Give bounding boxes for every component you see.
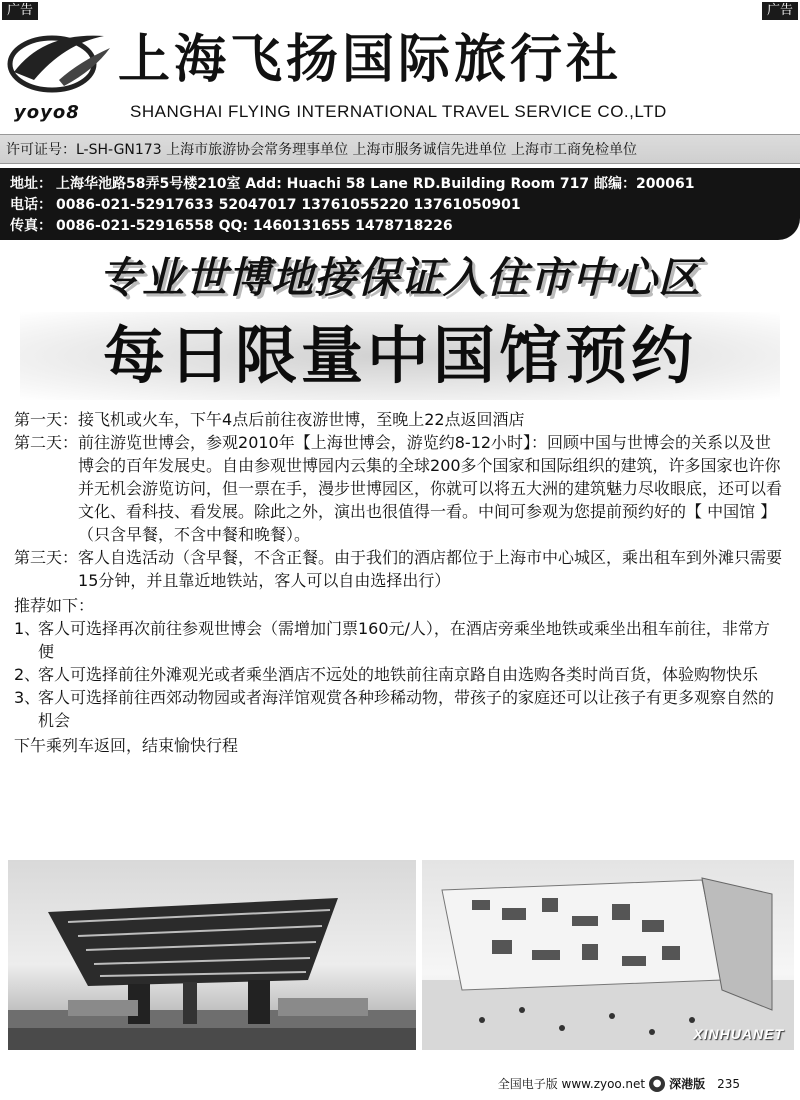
closing-line: 下午乘列车返回，结束愉快行程 xyxy=(14,736,239,755)
logo-wordmark: yoyo8 xyxy=(14,102,80,123)
recommend-title: 推荐如下： xyxy=(14,596,95,615)
day-text: 前往游览世博会，参观2010年【上海世博会，游览约8-12小时】：回顾中国与世博会的关系以及世博会的百年发展史。自由参观世博园内云集的全球200多个国家和国际组织的建筑，许多国家也许你并无机会游览访问，但一票在手，漫步世博园区，你就可以将五大洲的建筑魅力尽收眼底，还可以看文化、看科技、看发展。除此之外，演出也很值得一看。中间可参观为您提前预约好的【 中国馆 】（只含早餐，不含中餐和晚餐）。 xyxy=(78,433,783,544)
company-name-cn: 上海飞扬国际旅行社 xyxy=(118,30,623,90)
footer-edition: 深港版 xyxy=(669,1077,706,1091)
china-pavilion-illustration xyxy=(8,860,416,1050)
ad-tag-left: 广告 xyxy=(2,2,38,20)
day-label: 第三天： xyxy=(14,548,79,567)
headline-primary: 专业世博地接保证入住市中心区 xyxy=(98,253,701,302)
photo-watermark: XINHUANET xyxy=(693,1026,784,1042)
itinerary-day-3 xyxy=(14,546,784,592)
phone-line xyxy=(10,195,790,216)
page-footer xyxy=(498,1075,740,1092)
phone-label: 电话： xyxy=(10,197,52,213)
item-text: 客人可选择再次前往参观世博会（需增加门票160元/人），在酒店旁乘坐地铁或乘坐出租车前往，非常方便 xyxy=(38,619,770,661)
item-text: 客人可选择前往外滩观光或者乘坐酒店不远处的地铁前往南京路自由选购各类时尚百货，体验购物快乐 xyxy=(38,665,759,684)
fax-line xyxy=(10,216,790,237)
day-text: 接飞机或火车，下午4点后前往夜游世博，至晚上22点返回酒店 xyxy=(78,410,525,429)
fax-value: 0086-021-52916558 QQ: 1460131655 1478718226 xyxy=(56,218,453,234)
item-number: 3、 xyxy=(14,688,41,707)
ad-tag-right: 广告 xyxy=(762,2,798,20)
phone-value: 0086-021-52917633 52047017 13761055220 13761050901 xyxy=(56,197,521,213)
item-number: 1、 xyxy=(14,619,41,638)
itinerary-day-1 xyxy=(14,408,784,431)
recommend-item xyxy=(14,617,784,663)
recommend-item xyxy=(14,686,784,732)
item-number: 2、 xyxy=(14,665,41,684)
company-name-en: SHANGHAI FLYING INTERNATIONAL TRAVEL SERVICE CO.,LTD xyxy=(130,102,667,121)
china-pavilion-photo xyxy=(8,860,416,1050)
fax-label: 传真： xyxy=(10,218,52,234)
recommend-item xyxy=(14,663,784,686)
itinerary-day-2 xyxy=(14,431,784,546)
day-label: 第一天： xyxy=(14,410,79,429)
company-header xyxy=(0,22,800,128)
day-label: 第二天： xyxy=(14,433,79,452)
headline-secondary-panel xyxy=(20,312,780,400)
company-logo-icon xyxy=(4,22,114,102)
address-label: 地址： xyxy=(10,176,52,192)
address-line xyxy=(10,174,790,195)
day-text: 客人自选活动（含早餐，不含正餐。由于我们的酒店都位于上海市中心城区，乘出租车到外滩只需要15分钟，并且靠近地铁站，客人可以自由选择出行） xyxy=(78,548,783,590)
page-number: 235 xyxy=(717,1076,740,1091)
headline-secondary: 每日限量中国馆预约 xyxy=(102,319,697,392)
czech-pavilion-illustration xyxy=(422,860,794,1050)
globe-icon: ● xyxy=(649,1076,665,1092)
photo-row xyxy=(0,856,800,1056)
contact-bar xyxy=(0,168,800,240)
czech-pavilion-photo xyxy=(422,860,794,1050)
itinerary xyxy=(14,408,784,757)
item-text: 客人可选择前往西郊动物园或者海洋馆观赏各种珍稀动物，带孩子的家庭还可以让孩子有更多观察自然的机会 xyxy=(38,688,775,730)
footer-site: 全国电子版 www.zyoo.net xyxy=(497,1077,646,1091)
address-value: 上海华池路58弄5号楼210室 Add: Huachi 58 Lane RD.Building Room 717 邮编：200061 xyxy=(56,176,695,192)
license-bar: 许可证号：L-SH-GN173 上海市旅游协会常务理事单位 上海市服务诚信先进单位 上海市工商免检单位 xyxy=(0,134,800,164)
